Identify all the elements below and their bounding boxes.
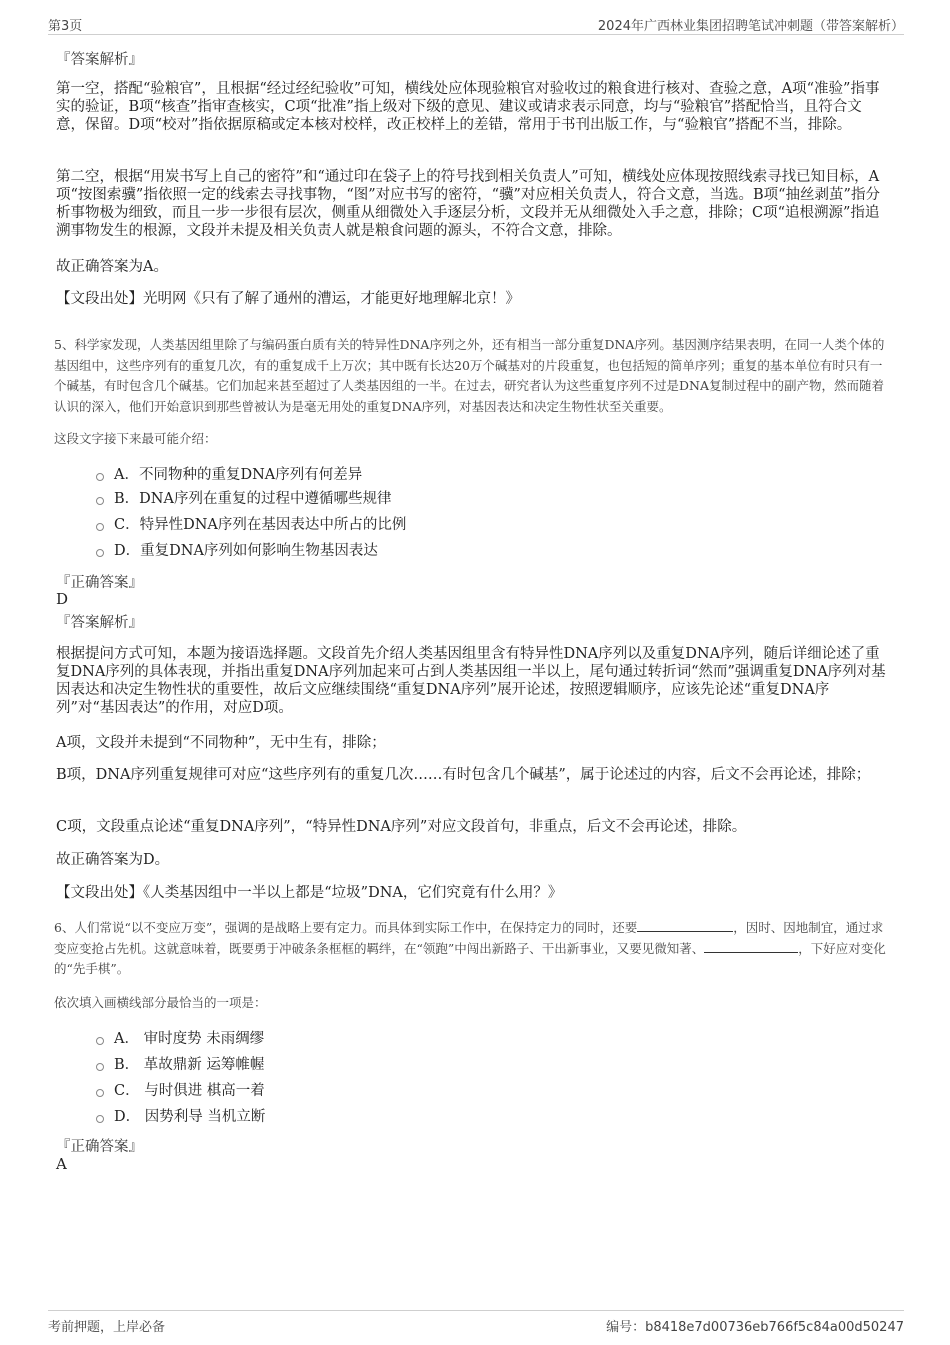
option-label: D． 因势利导 当机立断 [114,1109,266,1125]
analysis-paragraph: A项，文段并未提到“不同物种”，无中生有，排除； [56,735,386,751]
answer-analysis-label: 『答案解析』 [56,52,143,68]
page-header [48,12,904,35]
option-label: A．不同物种的重复DNA序列有何差异 [114,467,363,483]
analysis-paragraph: 第二空，根据“用炭书写上自己的密符”和“通过印在袋子上的符号找到相关负责人”可知，横线处应体现按照线索寻找已知目标，A项“按图索骥”指依照一定的线索去寻找事物，“图”对应书写的密符，“骥”对应相关负责人，符合文意，当选。B项“抽丝剥茧”指分析事物极为细致，而且一步一步很有层次，侧重从细微处入手逐层分析，文段并无从细微处入手之意，排除；C项“追根溯源”指追溯事物发生的根源，文段并未提及相关负责人就是粮食问题的源头，不符合文意，排除。 [56,169,880,239]
option-label: A． 审时度势 未雨绸缪 [114,1031,265,1047]
document-code: 编号：b8418e7d00736eb766f5c84a00d50247 [606,1320,904,1335]
radio-icon[interactable] [96,1089,104,1097]
radio-icon[interactable] [96,473,104,481]
footer-slogan: 考前押题，上岸必备 [48,1320,166,1335]
option-c[interactable] [96,1081,265,1101]
passage-source: 【文段出处】《人类基因组中一半以上都是“垃圾”DNA，它们究竟有什么用？》 [56,885,563,901]
analysis-paragraph: 根据提问方式可知，本题为接语选择题。文段首先介绍人类基因组里含有特异性DNA序列以及重复DNA序列，随后详细论述了重复DNA序列的具体表现，并指出重复DNA序列加起来可占到人类基因组一半以上，尾句通过转折词“然而”强调重复DNA序列对基因表达和决定生物性状的重要性，故后文应继续围绕“重复DNA序列”展开论述，按照逻辑顺序，应该先论述“重复DNA序列”对“基因表达”的作用，对应D项。 [56,646,886,716]
option-d[interactable] [96,541,378,561]
radio-icon[interactable] [96,1037,104,1045]
option-label: D．重复DNA序列如何影响生物基因表达 [114,543,378,559]
correct-answer-label: 『正确答案』 [56,575,143,591]
analysis-conclusion: 故正确答案为D。 [56,852,170,868]
analysis-paragraph: 第一空，搭配“验粮官”，且根据“经过经纪验收”可知，横线处应体现验粮官对验收过的粮食进行核对、查验之意，A项“准验”指事实的验证，B项“核查”指审查核实，C项“批准”指上级对下级的意见、建议或请求表示同意，均与“验粮官”搭配恰当，且符合文意，保留。D项“校对”指依据原稿或定本核对校样，改正校样上的差错，常用于书刊出版工作，与“验粮官”搭配不当，排除。 [56,81,880,133]
option-label: C． 与时俱进 棋高一着 [114,1083,265,1099]
radio-icon[interactable] [96,1063,104,1071]
question-text: 5、科学家发现，人类基因组里除了与编码蛋白质有关的特异性DNA序列之外，还有相当一部分重复DNA序列。基因测序结果表明，在同一人类个体的基因组中，这些序列有的重复几次，有的重复成千上万次；其中既有长达20万个碱基对的片段重复，也包括短的简单序列；重复的基本单位有时只有一个碱基，有时包含几个碱基。它们加起来甚至超过了人类基因组的一半。在过去，研究者认为这些重复序列不过是DNA复制过程中的副产物，然而随着认识的深入，他们开始意识到那些曾被认为是毫无用处的重复DNA序列，对基因表达和决定生物性状至关重要。 [54,337,885,414]
question-text-part: 6、人们常说“以不变应万变”，强调的是战略上要有定力。而具体到实际工作中，在保持定力的同时，还要 [54,920,638,935]
document-title: 2024年广西林业集团招聘笔试冲刺题（带答案解析） [597,19,904,34]
passage-source: 【文段出处】光明网《只有了解了通州的漕运，才能更好地理解北京！》 [56,291,520,307]
fill-blank-1 [637,918,733,932]
correct-answer: D [56,590,69,608]
radio-icon[interactable] [96,523,104,531]
page-number: 第3页 [48,19,83,34]
correct-answer-label: 『正确答案』 [56,1139,143,1155]
question-prompt: 这段文字接下来最可能介绍： [54,431,217,446]
radio-icon[interactable] [96,1115,104,1123]
option-a[interactable] [96,1029,264,1049]
option-a[interactable] [96,465,362,485]
radio-icon[interactable] [96,497,104,505]
page-footer [48,1310,904,1335]
option-label: B． 革故鼎新 运筹帷幄 [114,1057,265,1073]
option-label: C．特异性DNA序列在基因表达中所占的比例 [114,517,407,533]
analysis-conclusion: 故正确答案为A。 [56,259,168,275]
option-b[interactable] [96,489,391,509]
option-b[interactable] [96,1055,264,1075]
correct-answer: A [56,1155,67,1173]
analysis-paragraph: B项，DNA序列重复规律可对应“这些序列有的重复几次……有时包含几个碱基”，属于论述过的内容，后文不会再论述，排除； [56,767,871,783]
question-prompt: 依次填入画横线部分最恰当的一项是： [54,995,267,1010]
fill-blank-2 [704,939,798,953]
question-text-part: ，下好应对变化的“先手棋”。 [54,940,886,976]
analysis-paragraph: C项，文段重点论述“重复DNA序列”，“特异性DNA序列”对应文段首句，非重点，后文不会再论述，排除。 [56,819,747,835]
option-d[interactable] [96,1107,265,1127]
radio-icon[interactable] [96,549,104,557]
option-c[interactable] [96,515,406,535]
option-label: B．DNA序列在重复的过程中遵循哪些规律 [114,491,392,507]
question-text-part: ，因时、因地制宜，通过求变应变抢占先机。这就意味着，既要勇于冲破条条框框的羁绊，在“领跑”中闯出新路子、干出新事业，又要见微知著、 [54,920,884,956]
answer-analysis-label: 『答案解析』 [56,615,143,631]
question-text [54,918,889,980]
